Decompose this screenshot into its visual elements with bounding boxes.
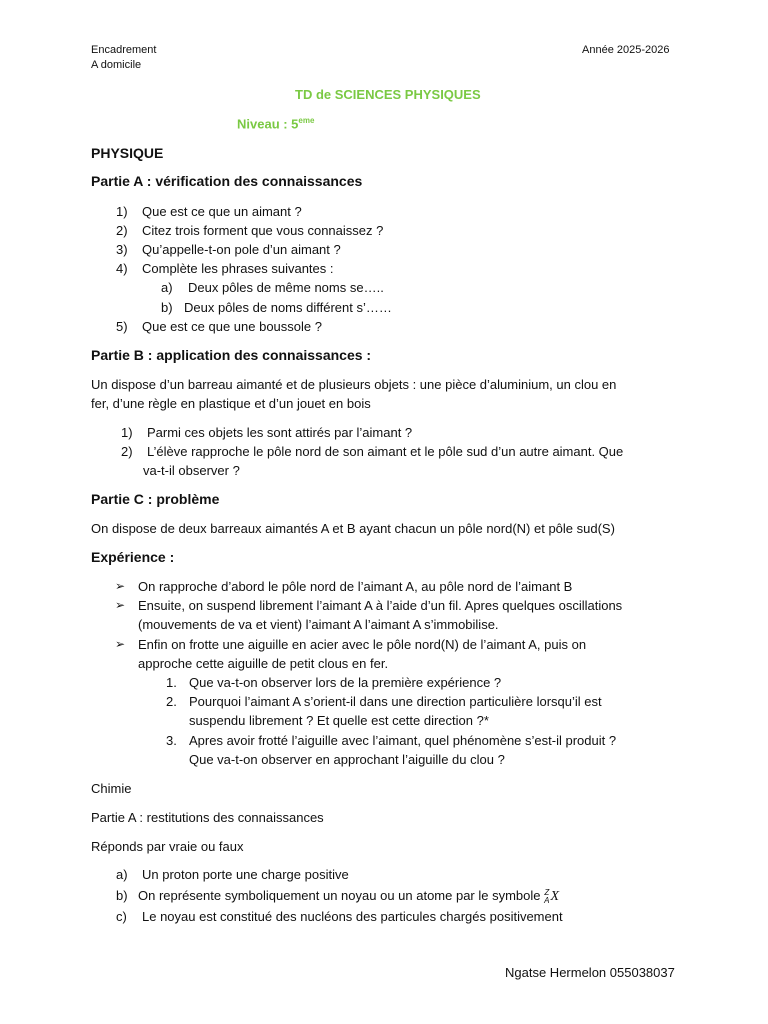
arrow-bullet-icon: ➢	[115, 598, 126, 612]
header-left-line2: A domicile	[91, 59, 142, 71]
list-item-text: Le noyau est constitué des nucléons des particules chargés positivement	[142, 909, 563, 924]
item-letter: a)	[116, 867, 128, 882]
question-text: Pourquoi l’aimant A s’orient-il dans une direction particulière lorsqu’il est	[189, 694, 602, 709]
experience-title: Expérience :	[91, 549, 175, 565]
header-year: Année 2025-2026	[582, 44, 670, 56]
list-item	[116, 261, 128, 276]
partA-title: Partie A : vérification des connaissances	[91, 173, 363, 189]
list-item-text: Citez trois forment que vous connaissez ?	[142, 223, 384, 238]
symbol-bottom: A	[544, 895, 550, 905]
item-letter: c)	[116, 909, 127, 924]
question-number: 3.	[166, 733, 177, 748]
level	[237, 116, 314, 131]
question-number: 2.	[166, 694, 177, 709]
item-number: 3)	[116, 242, 128, 257]
chimie-instruction: Réponds par vraie ou faux	[91, 839, 244, 854]
list-item-text-content: On représente symboliquement un noyau ou un atome par le symbole	[138, 888, 541, 903]
partB-title: Partie B : application des connaissances :	[91, 347, 372, 363]
document-title: TD de SCIENCES PHYSIQUES	[295, 87, 481, 102]
list-item	[116, 242, 128, 257]
list-item	[116, 223, 128, 238]
nuclide-symbol	[544, 889, 549, 905]
partB-paragraph-line1: Un dispose d’un barreau aimanté et de plusieurs objets : une pièce d’aluminium, un clou en	[91, 377, 617, 392]
physique-heading: PHYSIQUE	[91, 145, 164, 161]
list-item-text: Qu’appelle-t-on pole d’un aimant ?	[142, 242, 341, 257]
question-text: Apres avoir frotté l’aiguille avec l’aimant, quel phénomène s’est-il produit ?	[189, 733, 617, 748]
symbol-top: Z	[544, 887, 550, 897]
sub-item-text: Deux pôles de même noms se…..	[188, 280, 384, 295]
list-item	[116, 319, 128, 334]
footer-author: Ngatse Hermelon 055038037	[505, 965, 675, 980]
list-item-text	[138, 888, 559, 905]
question-text-continuation: Que va-t-on observer en approchant l’aiguille du clou ?	[189, 752, 505, 767]
list-item-text: L’élève rapproche le pôle nord de son aimant et le pôle sud d’un autre aimant. Que	[147, 444, 624, 459]
item-letter: b)	[116, 888, 128, 903]
question-number: 1.	[166, 675, 177, 690]
level-sup: eme	[298, 116, 315, 125]
list-item-text: Parmi ces objets les sont attirés par l’aimant ?	[147, 425, 413, 440]
item-number: 1)	[121, 425, 133, 440]
item-number: 2)	[116, 223, 128, 238]
bullet-text-continuation: (mouvements de va et vient) l’aimant A l’aimant A s’immobilise.	[138, 617, 499, 632]
item-number: 2)	[121, 444, 133, 459]
bullet-text: On rapproche d’abord le pôle nord de l’aimant A, au pôle nord de l’aimant B	[138, 579, 573, 594]
sub-item-text: Deux pôles de noms différent s’……	[184, 300, 392, 315]
item-number: 4)	[116, 261, 128, 276]
partC-paragraph: On dispose de deux barreaux aimantés A et B ayant chacun un pôle nord(N) et pôle sud(S)	[91, 521, 615, 536]
bullet-text-continuation: approche cette aiguille de petit clous en fer.	[138, 656, 389, 671]
sub-item-number: a)	[161, 280, 173, 295]
question-text: Que va-t-on observer lors de la première expérience ?	[189, 675, 502, 690]
item-number: 1)	[116, 204, 128, 219]
bullet-text: Enfin on frotte une aiguille en acier avec le pôle nord(N) de l’aimant A, puis on	[138, 637, 587, 652]
list-item-text: Que est ce que un aimant ?	[142, 204, 302, 219]
list-item-continuation: va-t-il observer ?	[143, 463, 240, 478]
symbol-letter: X	[550, 889, 560, 904]
question-text-continuation: suspendu librement ? Et quelle est cette direction ?*	[189, 713, 489, 728]
list-item-text: Que est ce que une boussole ?	[142, 319, 322, 334]
chimie-partA-title: Partie A : restitutions des connaissances	[91, 810, 324, 825]
item-number: 5)	[116, 319, 128, 334]
sub-item-number: b)	[161, 300, 173, 315]
partB-paragraph-line2: fer, d’une règle en plastique et d’un jouet en bois	[91, 396, 371, 411]
header-left-line1: Encadrement	[91, 44, 157, 56]
list-item	[116, 204, 128, 219]
chimie-heading: Chimie	[91, 781, 132, 796]
arrow-bullet-icon: ➢	[115, 579, 126, 593]
level-label: Niveau : 5	[237, 116, 299, 132]
list-item-text: Complète les phrases suivantes :	[142, 261, 334, 276]
partC-title: Partie C : problème	[91, 491, 220, 507]
bullet-text: Ensuite, on suspend librement l’aimant A à l’aide d’un fil. Apres quelques oscillations	[138, 598, 623, 613]
arrow-bullet-icon: ➢	[115, 637, 126, 651]
list-item-text: Un proton porte une charge positive	[142, 867, 349, 882]
